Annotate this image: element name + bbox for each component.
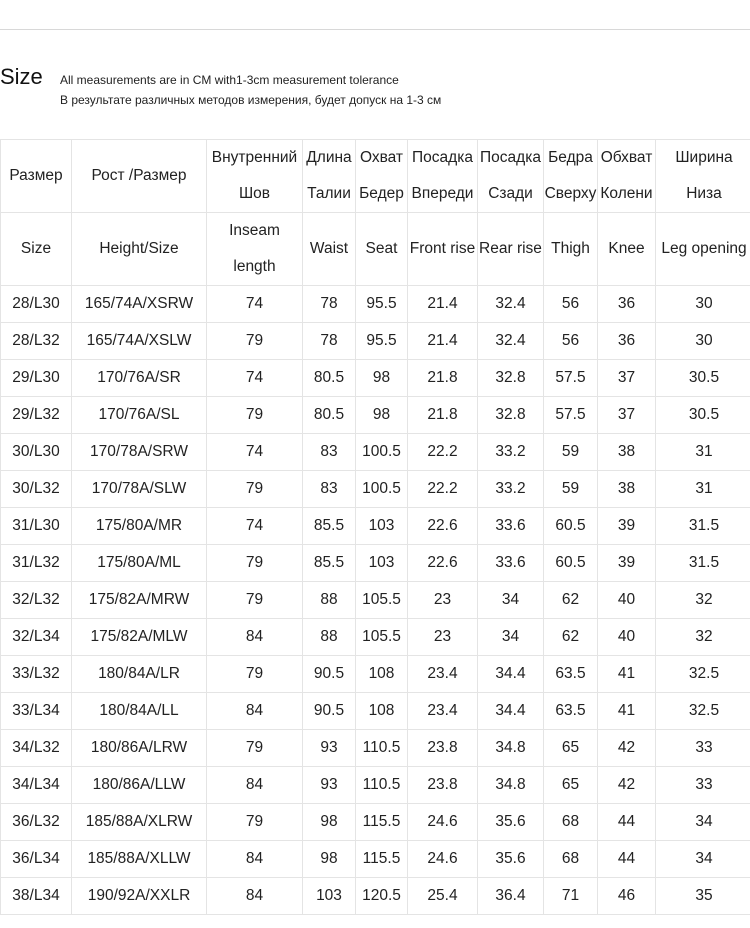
table-cell: 34 [478,582,544,619]
table-cell: 23.4 [408,656,478,693]
header-line: Посадка [480,149,541,166]
table-cell: 98 [303,804,356,841]
table-cell: 35.6 [478,804,544,841]
table-cell: 23.4 [408,693,478,730]
table-cell: 33.2 [478,434,544,471]
table-cell: 79 [207,545,303,582]
header-line: Длина [306,149,352,166]
table-cell: 180/84A/LL [72,693,207,730]
table-cell: 32 [656,619,750,656]
header-line: Размер [9,167,63,184]
table-cell: 59 [544,434,598,471]
header-line: Сзади [488,185,533,202]
table-cell: 30 [656,323,750,360]
header-cell [656,213,750,286]
table-cell: 30 [656,286,750,323]
header-cell [544,140,598,213]
header-line: Талии [307,185,351,202]
table-cell: 32.5 [656,656,750,693]
header-line: Height/Size [99,240,179,257]
header-cell [207,140,303,213]
header-cell [356,213,408,286]
table-cell: 38 [598,434,656,471]
table-cell: 79 [207,397,303,434]
table-cell: 21.4 [408,323,478,360]
table-row [1,286,750,323]
table-cell: 41 [598,656,656,693]
table-row [1,582,750,619]
header-line: length [233,258,276,275]
header-line: Сверху [544,185,597,202]
header-cell [303,213,356,286]
header-line: Thigh [551,240,590,257]
table-cell: 57.5 [544,360,598,397]
header-row-ru [1,140,750,213]
table-cell: 38 [598,471,656,508]
table-cell: 83 [303,434,356,471]
table-cell: 31 [656,471,750,508]
header-line: Leg opening [661,240,747,257]
table-cell: 34.4 [478,693,544,730]
table-cell: 90.5 [303,693,356,730]
size-chart-table [0,139,750,915]
table-cell: 23 [408,619,478,656]
table-cell: 79 [207,656,303,693]
header-cell [356,140,408,213]
table-cell: 108 [356,656,408,693]
table-cell: 57.5 [544,397,598,434]
table-cell: 31.5 [656,545,750,582]
table-cell: 165/74A/XSLW [72,323,207,360]
table-cell: 190/92A/XXLR [72,878,207,915]
table-cell: 24.6 [408,804,478,841]
table-cell: 103 [303,878,356,915]
header-line: Waist [309,240,349,257]
header-cell [207,213,303,286]
table-cell: 35 [656,878,750,915]
table-cell: 33 [656,730,750,767]
header-row-en [1,213,750,286]
table-cell: 79 [207,323,303,360]
header-line: Охват [359,149,404,166]
header-line: Knee [608,240,645,257]
table-row [1,508,750,545]
header-line: Шов [238,185,271,202]
table-cell: 32.5 [656,693,750,730]
table-cell: 175/80A/MR [72,508,207,545]
table-cell: 32.4 [478,286,544,323]
table-cell: 56 [544,323,598,360]
header-line: Ширина [675,149,733,166]
table-cell: 42 [598,730,656,767]
table-cell: 41 [598,693,656,730]
table-cell: 30/L30 [1,434,72,471]
header-line: Низа [686,185,722,202]
table-cell: 85.5 [303,545,356,582]
table-cell: 170/76A/SR [72,360,207,397]
header-cell [72,140,207,213]
table-cell: 32.8 [478,360,544,397]
table-cell: 98 [303,841,356,878]
table-cell: 100.5 [356,471,408,508]
top-divider [0,29,750,30]
header-cell [598,213,656,286]
header-line: Seat [365,240,398,257]
table-cell: 103 [356,508,408,545]
header-cell [1,140,72,213]
table-cell: 185/88A/XLLW [72,841,207,878]
table-cell: 108 [356,693,408,730]
table-cell: 90.5 [303,656,356,693]
table-cell: 180/86A/LRW [72,730,207,767]
table-row [1,841,750,878]
table-cell: 62 [544,619,598,656]
table-cell: 36.4 [478,878,544,915]
table-cell: 33/L32 [1,656,72,693]
table-cell: 24.6 [408,841,478,878]
table-cell: 32/L34 [1,619,72,656]
table-cell: 33 [656,767,750,804]
header-line: Size [20,240,52,257]
table-cell: 175/82A/MLW [72,619,207,656]
table-cell: 30/L32 [1,471,72,508]
table-cell: 74 [207,360,303,397]
header-cell [478,140,544,213]
header-cell [544,213,598,286]
table-cell: 23 [408,582,478,619]
header-line: Посадка [412,149,473,166]
table-cell: 79 [207,804,303,841]
table-cell: 93 [303,767,356,804]
table-cell: 175/80A/ML [72,545,207,582]
table-cell: 78 [303,323,356,360]
table-cell: 105.5 [356,619,408,656]
header-line: Впереди [411,185,474,202]
table-cell: 21.8 [408,360,478,397]
table-cell: 36/L34 [1,841,72,878]
table-cell: 88 [303,582,356,619]
table-row [1,730,750,767]
table-cell: 38/L34 [1,878,72,915]
table-cell: 80.5 [303,397,356,434]
table-cell: 34 [656,841,750,878]
table-cell: 74 [207,434,303,471]
table-cell: 35.6 [478,841,544,878]
table-cell: 22.6 [408,545,478,582]
table-cell: 79 [207,471,303,508]
table-cell: 170/76A/SL [72,397,207,434]
table-cell: 115.5 [356,841,408,878]
table-cell: 84 [207,841,303,878]
table-cell: 180/86A/LLW [72,767,207,804]
table-cell: 34.8 [478,767,544,804]
table-cell: 36 [598,286,656,323]
table-cell: 31.5 [656,508,750,545]
table-cell: 29/L30 [1,360,72,397]
table-cell: 68 [544,804,598,841]
table-cell: 42 [598,767,656,804]
table-cell: 29/L32 [1,397,72,434]
header-line: Бедер [359,185,404,202]
table-cell: 80.5 [303,360,356,397]
table-row [1,360,750,397]
table-cell: 59 [544,471,598,508]
table-cell: 62 [544,582,598,619]
table-cell: 34.8 [478,730,544,767]
table-cell: 44 [598,804,656,841]
table-cell: 98 [356,397,408,434]
table-cell: 31/L32 [1,545,72,582]
table-cell: 37 [598,397,656,434]
table-cell: 33.6 [478,545,544,582]
table-cell: 180/84A/LR [72,656,207,693]
header-cell [1,213,72,286]
table-cell: 110.5 [356,767,408,804]
table-cell: 31 [656,434,750,471]
table-cell: 40 [598,582,656,619]
header-cell [478,213,544,286]
table-cell: 36/L32 [1,804,72,841]
table-cell: 34.4 [478,656,544,693]
table-cell: 25.4 [408,878,478,915]
table-row [1,545,750,582]
table-cell: 32/L32 [1,582,72,619]
table-cell: 98 [356,360,408,397]
header-line: Обхват [600,149,653,166]
table-cell: 39 [598,545,656,582]
table-cell: 33.2 [478,471,544,508]
table-row [1,471,750,508]
table-cell: 105.5 [356,582,408,619]
table-cell: 21.8 [408,397,478,434]
table-cell: 22.6 [408,508,478,545]
table-cell: 63.5 [544,693,598,730]
table-cell: 175/82A/MRW [72,582,207,619]
table-row [1,619,750,656]
table-cell: 170/78A/SLW [72,471,207,508]
table-cell: 39 [598,508,656,545]
table-cell: 115.5 [356,804,408,841]
table-cell: 65 [544,730,598,767]
table-cell: 34 [478,619,544,656]
table-cell: 37 [598,360,656,397]
table-cell: 33.6 [478,508,544,545]
table-cell: 74 [207,286,303,323]
table-cell: 33/L34 [1,693,72,730]
table-cell: 22.2 [408,434,478,471]
table-cell: 36 [598,323,656,360]
table-row [1,767,750,804]
table-row [1,397,750,434]
header-line: Рост /Размер [91,167,187,184]
table-row [1,878,750,915]
table-cell: 95.5 [356,323,408,360]
header-line: Бедра [548,149,593,166]
table-cell: 32.4 [478,323,544,360]
table-cell: 83 [303,471,356,508]
table-cell: 32 [656,582,750,619]
header-line: Внутренний [211,149,298,166]
table-cell: 34/L34 [1,767,72,804]
table-cell: 30.5 [656,397,750,434]
table-cell: 63.5 [544,656,598,693]
table-cell: 84 [207,878,303,915]
table-cell: 95.5 [356,286,408,323]
tolerance-note-ru: В результате различных методов измерения, будет допуск на 1-3 см [60,93,442,107]
table-cell: 79 [207,582,303,619]
table-cell: 28/L30 [1,286,72,323]
header-cell [303,140,356,213]
table-cell: 22.2 [408,471,478,508]
table-cell: 40 [598,619,656,656]
tolerance-note-en: All measurements are in CM with1-3cm measurement tolerance [60,73,399,87]
table-cell: 93 [303,730,356,767]
table-cell: 84 [207,693,303,730]
table-row [1,434,750,471]
table-cell: 56 [544,286,598,323]
table-row [1,656,750,693]
table-row [1,693,750,730]
table-cell: 28/L32 [1,323,72,360]
table-cell: 60.5 [544,508,598,545]
table-cell: 88 [303,619,356,656]
table-cell: 21.4 [408,286,478,323]
header-line: Rear rise [479,240,542,257]
table-cell: 60.5 [544,545,598,582]
table-cell: 100.5 [356,434,408,471]
table-cell: 79 [207,730,303,767]
table-cell: 84 [207,619,303,656]
table-cell: 68 [544,841,598,878]
header-cell [408,213,478,286]
header-cell [408,140,478,213]
page-title: Size [0,64,43,89]
table-row [1,323,750,360]
table-cell: 44 [598,841,656,878]
table-cell: 34 [656,804,750,841]
header-cell [656,140,750,213]
table-cell: 23.8 [408,730,478,767]
table-cell: 85.5 [303,508,356,545]
table-cell: 78 [303,286,356,323]
table-cell: 46 [598,878,656,915]
table-cell: 31/L30 [1,508,72,545]
table-cell: 74 [207,508,303,545]
table-cell: 34/L32 [1,730,72,767]
table-cell: 103 [356,545,408,582]
table-cell: 32.8 [478,397,544,434]
table-cell: 185/88A/XLRW [72,804,207,841]
table-cell: 110.5 [356,730,408,767]
table-cell: 65 [544,767,598,804]
header-line: Front rise [409,240,476,257]
table-cell: 120.5 [356,878,408,915]
table-cell: 23.8 [408,767,478,804]
table-cell: 30.5 [656,360,750,397]
table-cell: 170/78A/SRW [72,434,207,471]
table-row [1,804,750,841]
header-cell [598,140,656,213]
table-cell: 165/74A/XSRW [72,286,207,323]
table-cell: 71 [544,878,598,915]
header-line: Inseam [229,222,280,239]
header-line: Колени [600,185,653,202]
table-cell: 84 [207,767,303,804]
header-cell [72,213,207,286]
